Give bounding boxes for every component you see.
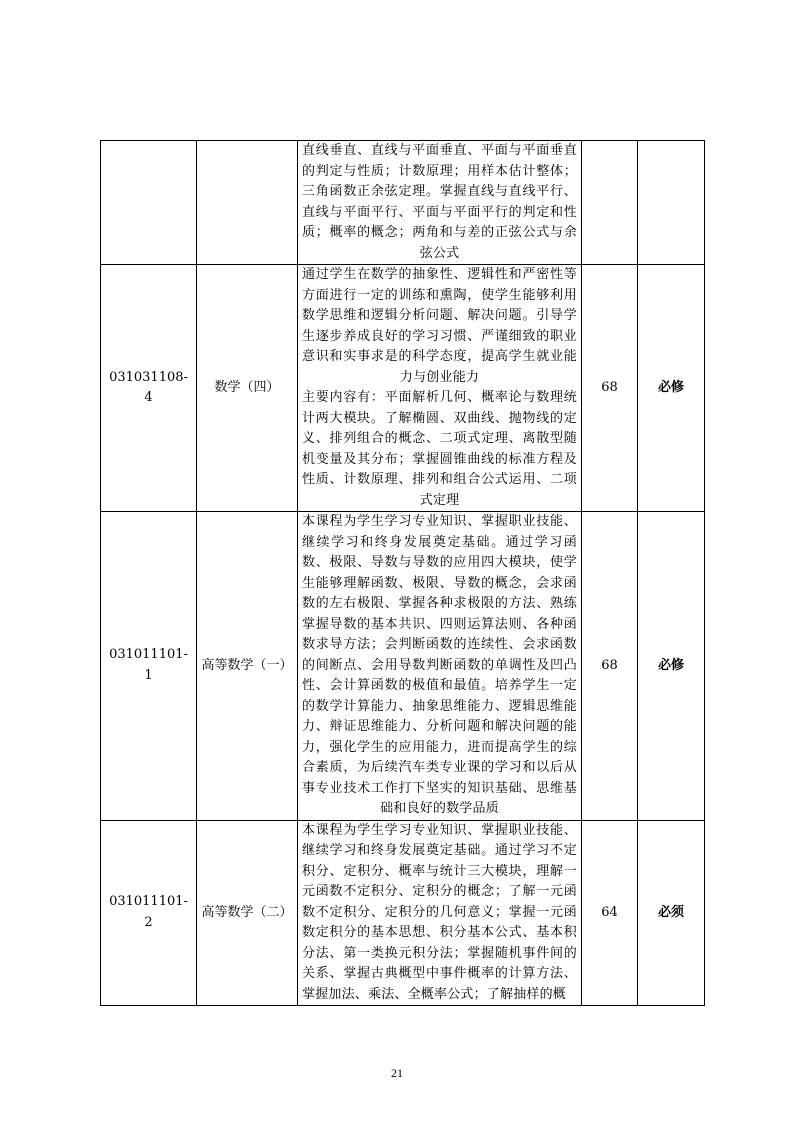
table-row: [101, 265, 705, 512]
course-hours: 68: [582, 265, 638, 512]
course-type: 必修: [638, 265, 705, 512]
course-hours: 68: [582, 512, 638, 821]
course-table: [100, 140, 705, 1006]
course-code: 031031108-4: [101, 265, 197, 512]
course-name: 高等数学（二）: [197, 820, 298, 1006]
course-type: [638, 141, 705, 265]
course-code: [101, 141, 197, 265]
course-type: 必修: [638, 512, 705, 821]
course-main-content: 主要内容有：平面解析几何、概率论与数理统计两大模块。了解椭圆、双曲线、抛物线的定义、排列组合的概念、二项式定理、离散型随机变量及其分布；掌握圆锥曲线的标准方程及性质、计数原理、排列和组合公式运用、二项式定理: [302, 390, 577, 508]
course-name: 数学（四）: [197, 265, 298, 512]
table-row: [101, 512, 705, 821]
table-row: [101, 141, 705, 265]
course-name: [197, 141, 298, 265]
course-hours: 64: [582, 820, 638, 1006]
table-row: [101, 820, 705, 1006]
course-code: 031011101-2: [101, 820, 197, 1006]
course-type: 必须: [638, 820, 705, 1006]
course-description: 直线垂直、直线与平面垂直、平面与平面垂直的判定与性质；计数原理；用样本估计整体；三角函数正余弦定理。掌握直线与直线平行、直线与平面平行、平面与平面平行的判定和性质；概率的概念；两角和与差的正弦公式与余弦公式: [298, 141, 582, 265]
course-code: 031011101-1: [101, 512, 197, 821]
course-description: 本课程为学生学习专业知识、掌握职业技能、继续学习和终身发展奠定基础。通过学习不定积分、定积分、概率与统计三大模块，理解一元函数不定积分、定积分的概念；了解一元函数不定积分、定积分的几何意义；掌握一元函数定积分的基本思想、积分基本公式、基本积分法、第一类换元积分法；掌握随机事件间的关系、掌握古典概型中事件概率的计算方法、掌握加法、乘法、全概率公式；了解抽样的概: [298, 820, 582, 1006]
course-hours: [582, 141, 638, 265]
course-description-cell: [298, 265, 582, 512]
page-number: 21: [391, 1066, 403, 1080]
course-description: 本课程为学生学习专业知识、掌握职业技能、继续学习和终身发展奠定基础。通过学习函数、极限、导数与导数的应用四大模块，使学生能够理解函数、极限、导数的概念，会求函数的左右极限、掌握各种求极限的方法、熟练掌握导数的基本共识、四则运算法则、各种函数求导方法；会判断函数的连续性、会求函数的间断点、会用导数判断函数的单调性及凹凸性、会计算函数的极值和最值。培养学生一定的数学计算能力、抽象思维能力、逻辑思维能力、辩证思维能力、分析问题和解决问题的能力，强化学生的应用能力，进而提高学生的综合素质，为后续汽车类专业课的学习和以后从事专业技术工作打下坚实的知识基础、思维基础和良好的数学品质: [298, 512, 582, 821]
course-name: 高等数学（一）: [197, 512, 298, 821]
course-description: 通过学生在数学的抽象性、逻辑性和严密性等方面进行一定的训练和熏陶，使学生能够利用数学思维和逻辑分析问题、解决问题。引导学生逐步养成良好的学习习惯、严谨细致的职业意识和实事求是的科学态度，提高学生就业能力与创业能力: [302, 267, 577, 385]
